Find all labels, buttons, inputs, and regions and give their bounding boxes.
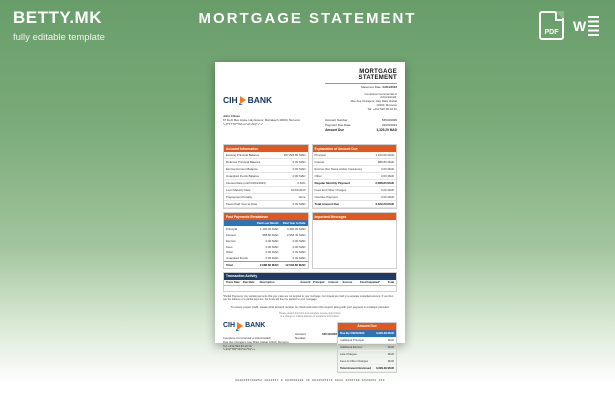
page-title: MORTGAGE STATEMENT [198,10,417,27]
transaction-activity-table [223,272,397,292]
bank-address-line: 10100, Morocco [376,103,397,108]
table-cell: Due Date [242,281,255,285]
table-cell: Interest Rate (until 03/04/2023) [226,181,266,186]
statement-date-row [325,83,397,89]
table-cell: 3,329.29 MAD [375,331,394,336]
table-cell: 0.00 MAD [265,256,279,261]
brand-tagline: fully editable template [13,32,105,43]
table-row [224,173,308,180]
table-cell: 0.00 MAD [292,244,306,249]
table-row [224,187,308,194]
table-row [313,187,397,194]
statement-date-value: 03/04/2023 [382,84,397,89]
table-row [224,180,308,187]
table-cell: 3,329.29 MAD [375,202,394,207]
table-row [338,337,396,344]
cih-arrow-icon [239,96,247,104]
table-cell: Amount Due [325,128,345,133]
bank-address-line: Rue des Orangers, Hay Riad, Rabat [350,99,397,104]
table-row [338,330,396,337]
table-cell: Additional Escrow [340,344,363,349]
table-cell: 3,329.29 MAD [376,128,397,133]
coupon-instruction: To ensure proper credit, please write account number on check and return this coupon along with your payment in envelope provided. [230,305,390,309]
table-cell: Escrow Account Balance [226,167,258,172]
table-row [313,152,397,159]
bank-address-line: Tel: +212 522 30 10 10 [367,107,397,112]
table-cell: 0.00 MAD [292,167,306,172]
table-cell: Late Charges [340,351,357,356]
table-cell: Overdue Payment [314,195,338,200]
coupon-bank-address [223,337,295,353]
table-cell: 0.00 MAD [265,238,279,243]
amount-due-rows [338,337,396,372]
pdf-download-icon[interactable] [539,11,564,40]
coupon-account-number [295,332,337,373]
partial-payments-footnote: *Partial Payments: Any partial payments that you make are not applied to your mortgage, but instead are held in a separate unapplied account. If you then pay the balance of a partial payment, the funds will then be applied to your mortgage. [223,294,394,302]
table-cell: 2,088.80 MAD [375,181,394,186]
file-format-icons [539,11,601,40]
account-summary [325,117,397,133]
logo-bank-text: BANK [247,95,273,105]
table-cell: 0.00 MAD [292,174,306,179]
table-cell: Taxes Paid Year-to-Date [226,202,258,207]
customer-barcode-line: *+0*1'T7A**NA+u*+P+NQ*+*+* [223,122,264,127]
table-row [224,261,308,268]
customer-name: John Citizen [223,114,241,118]
table-cell: 1,100.00 MAD [375,153,394,158]
table-cell: 12,532.80 MAD [285,262,306,267]
table-row [224,152,308,159]
table-cell: 0.00 MAD [381,188,394,193]
document-header [223,69,397,141]
word-icon-label: W [573,17,587,34]
table-cell: Interest [226,233,236,238]
table-cell: 3,300.00 MAD [287,227,306,232]
table-cell: Fees [359,281,367,285]
table-cell: Trans Date [226,281,240,285]
table-cell: Existing Principal Balance [226,153,260,158]
table-cell: Principal [314,153,326,158]
word-download-icon[interactable] [573,11,601,40]
table-cell: Amount [300,281,311,285]
statement-date-label: Statement Date: [360,84,382,89]
transaction-activity-header: Transaction Activity [224,273,396,280]
table-cell: Escrow [226,238,236,243]
explanation-header: Explanation of Amount Due [313,145,397,152]
table-cell: Other [314,174,322,179]
customer-address: 67 Derb Ben Aissa, Hay Essour, Marrakech 40000, Morocco [223,118,301,123]
table-row [313,180,397,187]
table-cell: 0.00 MAD [381,195,394,200]
account-number-label: Account Number [295,331,306,340]
table-cell: 0.00 MAD [265,250,279,255]
table-cell: Unapplied Funds Balance [226,174,260,179]
detach-line: is a change in mailing address or telephone information. [280,315,340,319]
table-cell: Total [387,281,395,285]
table-row [224,194,308,201]
table-cell: Total Amount Enclosed [340,365,371,370]
word-doc-lines-icon [588,16,599,36]
table-cell: Prepayment Penalty [226,195,253,200]
cih-bank-logo [223,95,325,105]
important-messages-header: Important Messages [313,213,397,220]
table-row [313,166,397,173]
table-cell: Principal [313,281,325,285]
coupon-address-line: Complexe Commercial et Administratif, [223,335,272,340]
table-cell: 03/24/2023 [381,122,397,127]
table-cell: Fees [226,244,233,249]
document-title: MORTGAGE STATEMENT [358,69,397,81]
bank-address-block [325,93,397,113]
table-cell: 3.50% [297,181,306,186]
brand-logo: BETTY.MK [13,8,102,27]
table-cell: 0.00 MAD [265,244,279,249]
table-row [224,201,308,208]
table-cell: 357,826.80 MAD [283,153,306,158]
table-cell: Account Number [325,117,348,122]
table-cell: Escrow [342,281,353,285]
table-cell: 01/01/2043 [291,188,306,193]
table-cell: Regular Monthly Payment [314,181,350,186]
detach-line: Please detach this form and complete reverse side if there [279,311,341,315]
table-cell: 0.00 MAD [381,167,394,172]
table-cell: Payment Due Date [325,122,351,127]
table-cell: 2,088.80 MAD [259,262,279,267]
account-number-value: 545419006 [321,331,337,336]
mortgage-statement-document [215,62,405,382]
cih-bank-logo-coupon [223,322,295,330]
table-row [338,351,396,358]
customer-address-block [223,114,325,126]
table-row [313,194,397,201]
bank-address-line: Complexe Commercial et [364,91,397,96]
account-information-header: Account Information [224,145,308,152]
important-messages-panel [312,212,398,269]
table-row [224,159,308,166]
table-row [325,127,397,132]
table-cell: 0.00 MAD [381,174,394,179]
table-cell: Unapplied Funds [226,256,248,261]
important-messages-body [313,220,397,254]
table-cell: Other [226,250,234,255]
table-cell: 0.00 MAD [292,256,306,261]
explanation-of-amount-due-table [312,144,398,209]
explanation-rows [313,152,397,208]
coupon-address-line: Rue des Orangers, Hay Riad, Rabat 10100, Morocco [223,339,289,344]
table-cell: 0.00 MAD [292,250,306,255]
amount-due-box [337,322,397,373]
logo-cih-text: CIH [223,322,236,330]
table-cell: Fees and Other Charges [314,188,347,193]
table-row [313,173,397,180]
table-cell: Total [226,262,233,267]
account-information-rows [224,152,308,208]
table-cell: Description [259,281,275,285]
table-cell: 0.00 MAD [292,202,306,207]
table-cell: Interest [314,160,325,165]
past-payments-table [223,212,309,269]
table-cell: Loan Maturity Date [226,188,251,193]
table-row [338,344,396,351]
detach-instruction [223,312,397,319]
table-cell: Principal [226,227,238,232]
account-information-table [223,144,309,209]
table-cell: 2,966.40 MAD [287,233,306,238]
table-row [224,166,308,173]
cih-arrow-icon [236,322,244,330]
table-cell: MAD [387,337,394,342]
bank-address-line: Administratif, [380,95,397,100]
table-row [313,159,397,166]
table-cell: 1,100.00 MAD [260,227,279,232]
table-cell: 0.00 MAD [292,238,306,243]
table-cell: None [298,195,306,200]
table-cell: 545419006 [381,117,397,122]
table-cell: Interest [328,281,339,285]
col-paid-last-month: Paid Last Month [256,221,279,226]
logo-cih-text: CIH [223,95,238,105]
table-cell: Deferred Principal Balance [226,160,261,165]
logo-bank-text: BANK [245,322,266,330]
table-cell: MAD [387,358,394,363]
table-cell: MAD [387,344,394,349]
col-paid-year-to-date: Paid Year to Date [282,221,306,226]
table-cell: Additional Principal [340,337,364,342]
amount-due-blue-row [338,330,396,337]
table-cell: 988.80 MAD [377,160,394,165]
table-cell: 988.80 MAD [262,233,279,238]
past-payments-rows [224,226,308,267]
table-cell: Due By 03/24/2023 [340,331,365,336]
table-row [338,358,396,365]
pdf-icon-label: PDF [544,29,559,36]
past-payments-header: Past Payments Breakdown [224,213,308,220]
coupon-address-line: *+212*760*140*utv*hq*++ [223,347,256,352]
payment-coupon [223,322,397,373]
table-cell: 0.00 MAD [292,160,306,165]
table-cell: Unapplied* [366,281,381,285]
coupon-address-line: Tel: +212 522 30 10 10 [223,343,252,348]
table-row [338,365,396,372]
table-cell: Escrow (For Taxes and/or Insurance) [314,167,362,172]
table-cell: Fees & Other Charges [340,358,368,363]
table-cell: MAD [387,351,394,356]
table-row [313,201,397,208]
amount-due-header: Amount Due [338,323,396,330]
table-cell: 3,329.29 MAD [375,365,394,370]
table-cell: Total Amount Due [314,202,340,207]
micr-code-line: 0040456709052 4034567 8 904560299 45 6034505678 9012 3456789 1529952 153 [235,378,385,382]
